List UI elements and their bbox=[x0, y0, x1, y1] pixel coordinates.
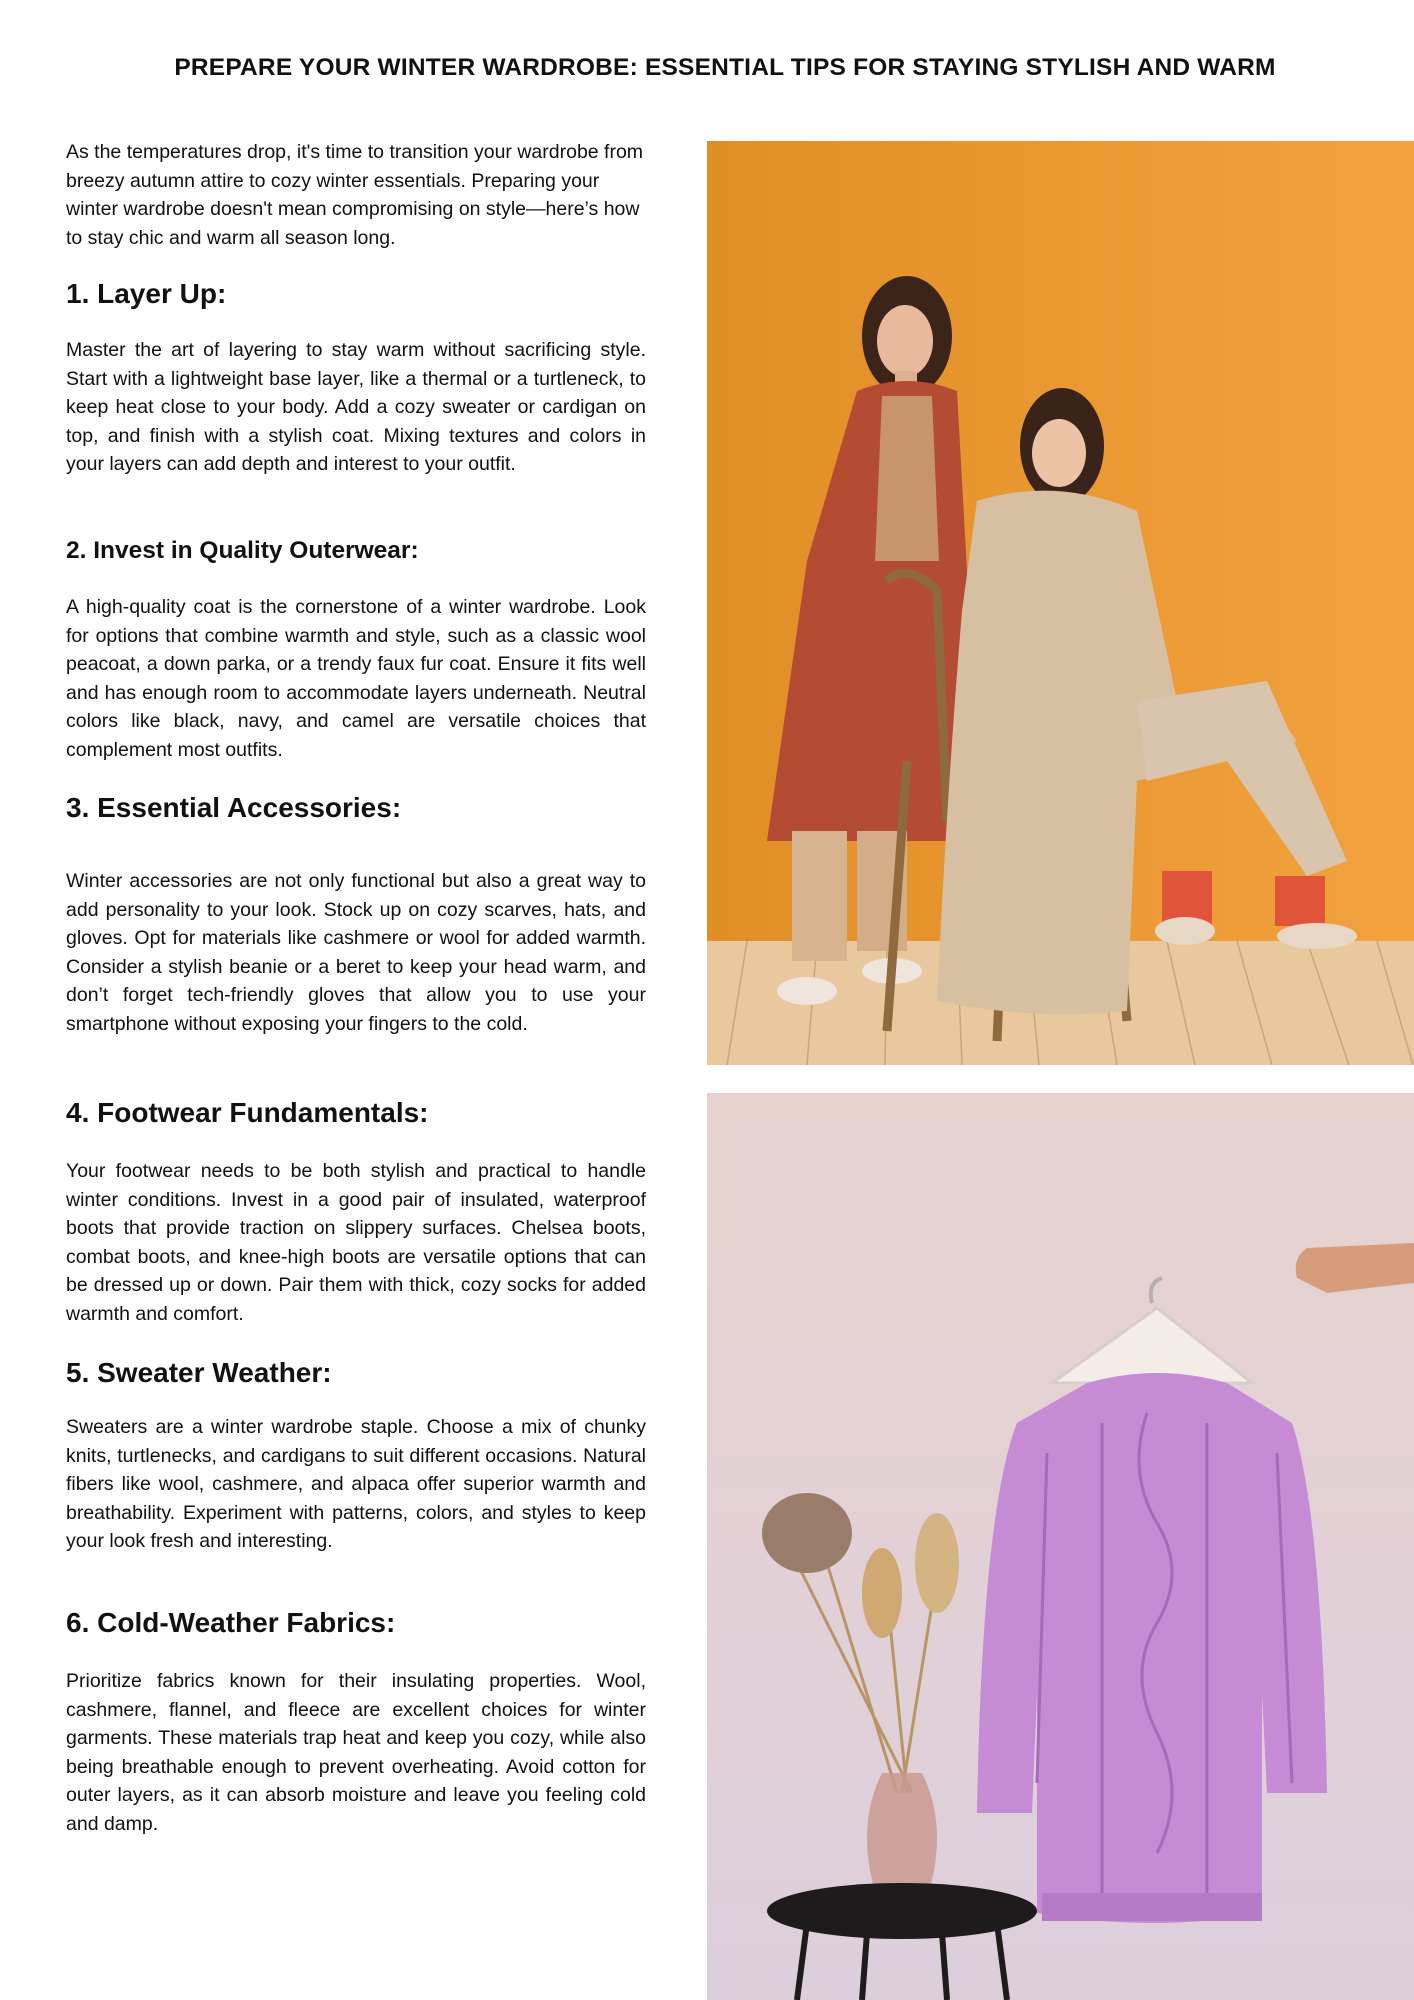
page-title: PREPARE YOUR WINTER WARDROBE: ESSENTIAL TIPS FOR STAYING STYLISH AND WARM bbox=[174, 54, 1276, 81]
section-5-heading: 5. Sweater Weather: bbox=[66, 1357, 332, 1388]
section-2-body: A high-quality coat is the cornerstone of a winter wardrobe. Look for options that combine warmth and style, such as a classic wool peacoat, a down parka, or a trendy faux fur coat. Ensure it fits well and has enough room to accommodate layers underneath. Neutral colors like black, navy, and camel are versatile choices that complement most outfits. bbox=[66, 596, 646, 761]
section-1-body: Master the art of layering to stay warm without sacrificing style. Start with a lightweight base layer, like a thermal or a turtleneck, to keep heat close to your body. Add a cozy sweater or cardigan on top, and finish with a stylish coat. Mixing textures and colors in your layers can add depth and interest to your outfit. bbox=[66, 339, 646, 475]
intro-paragraph: As the temperatures drop, it's time to transition your wardrobe from breezy autumn attire to cozy winter essentials. Preparing your winter wardrobe doesn't mean compromising on style—here’s how to stay chic and warm all season long. bbox=[66, 141, 644, 249]
section-3-heading: 3. Essential Accessories: bbox=[66, 792, 402, 823]
section-3-body: Winter accessories are not only functional but also a great way to add personality to your look. Stock up on cozy scarves, hats, and gloves. Opt for materials like cashmere or wool for added warmth. Consider a stylish beanie or a beret to keep your head warm, and don’t forget tech-friendly gloves that allow you to use your smartphone without exposing your fingers to the cold. bbox=[66, 870, 646, 1035]
section-4-body: Your footwear needs to be both stylish and practical to handle winter conditions. Invest in a good pair of insulated, waterproof boots that provide traction on slippery surfaces. Chelsea boots, combat boots, and knee-high boots are versatile options that can be dressed up or down. Pair them with thick, cozy socks for added warmth and comfort. bbox=[66, 1160, 646, 1325]
photo-lilac-sweater bbox=[707, 1093, 1414, 2000]
photo-women-in-coats bbox=[707, 141, 1414, 1065]
section-6-body: Prioritize fabrics known for their insulating properties. Wool, cashmere, flannel, and fleece are excellent choices for winter garments. These materials trap heat and keep you cozy, while also being breathable enough to prevent overheating. Avoid cotton for outer layers, as it can absorb moisture and leave you feeling cold and damp. bbox=[66, 1670, 646, 1835]
section-1-heading: 1. Layer Up: bbox=[66, 278, 227, 309]
section-5-body: Sweaters are a winter wardrobe staple. Choose a mix of chunky knits, turtlenecks, and cardigans to suit different occasions. Natural fibers like wool, cashmere, and alpaca offer superior warmth and breathability. Experiment with patterns, colors, and styles to keep your look fresh and interesting. bbox=[66, 1416, 646, 1552]
section-6-heading: 6. Cold-Weather Fabrics: bbox=[66, 1607, 396, 1638]
section-2-heading: 2. Invest in Quality Outerwear: bbox=[66, 537, 419, 564]
section-4-heading: 4. Footwear Fundamentals: bbox=[66, 1097, 429, 1128]
